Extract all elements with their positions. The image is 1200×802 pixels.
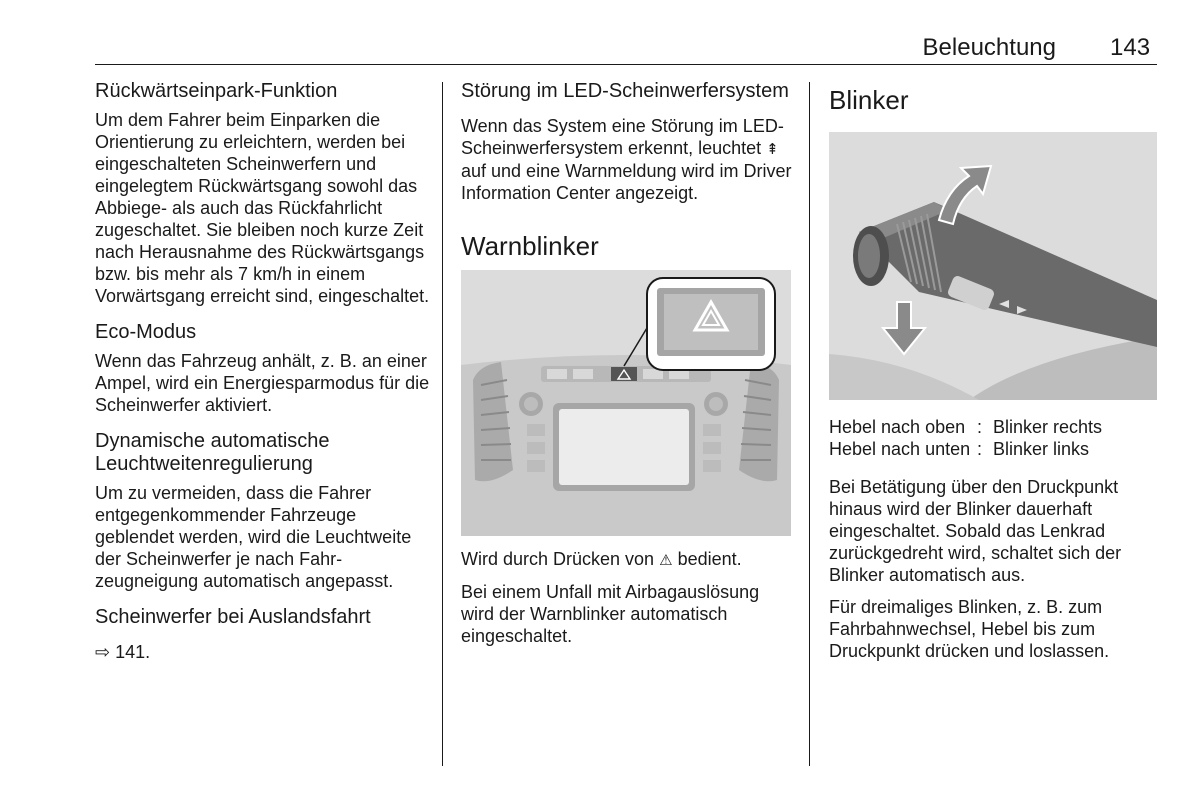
heading-hazard-lights: Warnblinker — [461, 231, 599, 261]
page-reference — [95, 641, 430, 663]
heading-led-fault: Störung im LED-Scheinwerfersystem — [461, 80, 789, 102]
heading-eco-mode: Eco-Modus — [95, 321, 197, 343]
text-reverse-parking: Um dem Fahrer beim Einparken die Orientierung zu erleichtern, werden bei eingeschalteten Scheinwerfern und eingelegtem Rückwärtsgang sowohl das Abbiege- als auch das Rückfahrlicht zugeschaltet. Sie bleiben noch kurze Zeit nach Herausnahme des Rückwärtsgangs bzw. bis mehr als 7 km/h in einem Vorwärtsgang erreicht sind, eingeschaltet. — [95, 110, 430, 306]
text-hazard-airbag: Bei einem Unfall mit Airbagauslösung wird der Warnblinker automatisch eingeschaltet. — [461, 582, 760, 646]
lever-direction-row: Hebel nach unten : Blinker links — [829, 439, 1090, 459]
page-ref-link[interactable]: 141. — [115, 642, 151, 662]
heading-dynamic-leveling: Dynamische automatische Leuchtweitenregulierung — [95, 430, 330, 475]
text-permanent-signal: Bei Betätigung über den Druckpunkt hinaus wird der Blinker dauerhaft eingeschaltet. Sobald das Lenkrad zurückgedreht wird, schaltet sich der Blinker automatisch aus. — [829, 477, 1122, 585]
heading-abroad-travel: Scheinwerfer bei Auslandsfahrt — [95, 606, 371, 628]
text-eco-mode: Wenn das Fahrzeug anhält, z. B. an einer Ampel, wird ein Energiesparmodus für die Scheinwerfer aktiviert. — [95, 351, 430, 415]
heading-reverse-parking: Rückwärtseinpark-Funktion — [95, 80, 338, 102]
headlight-fault-icon: ⇞ — [766, 140, 779, 158]
lever-direction-row: Hebel nach oben : Blinker rechts — [829, 417, 1103, 437]
text-triple-blink: Für dreimaliges Blinken, z. B. zum Fahrbahnwechsel, Hebel bis zum Druckpunkt drücken und loslassen. — [829, 597, 1110, 661]
heading-turn-signal: Blinker — [829, 85, 909, 115]
hazard-triangle-icon: ⚠ — [659, 551, 673, 569]
text-dynamic-leveling: Um zu vermeiden, dass die Fahrer entgegenkommender Fahrzeuge geblendet werden, wird die Leuchtweite der Scheinwerfer je nach Fahrzeugneigung automatisch angepasst. — [95, 483, 412, 591]
column-left — [95, 80, 430, 677]
page-ref-arrow-icon: ⇨ — [95, 642, 111, 662]
text-hazard-operation: Wird durch Drücken von ⚠ bedient. — [461, 549, 742, 569]
section-title: Beleuchtung — [922, 34, 1056, 61]
hazard-switch-illustration — [461, 270, 791, 536]
header-rule — [95, 64, 1157, 65]
lever-directions-list — [829, 416, 1159, 460]
text-led-fault: Wenn das System eine Störung im LED-Scheinwerfersystem erkennt, leuchtet ⇞ auf und eine Warnmeldung wird im Driver Information Center angezeigt. — [461, 116, 792, 203]
column-divider — [809, 82, 810, 766]
turn-signal-lever-illustration — [829, 132, 1157, 400]
column-right — [829, 80, 1159, 676]
column-divider — [442, 82, 443, 766]
column-middle — [461, 80, 796, 661]
page-number: 143 — [1110, 34, 1151, 61]
